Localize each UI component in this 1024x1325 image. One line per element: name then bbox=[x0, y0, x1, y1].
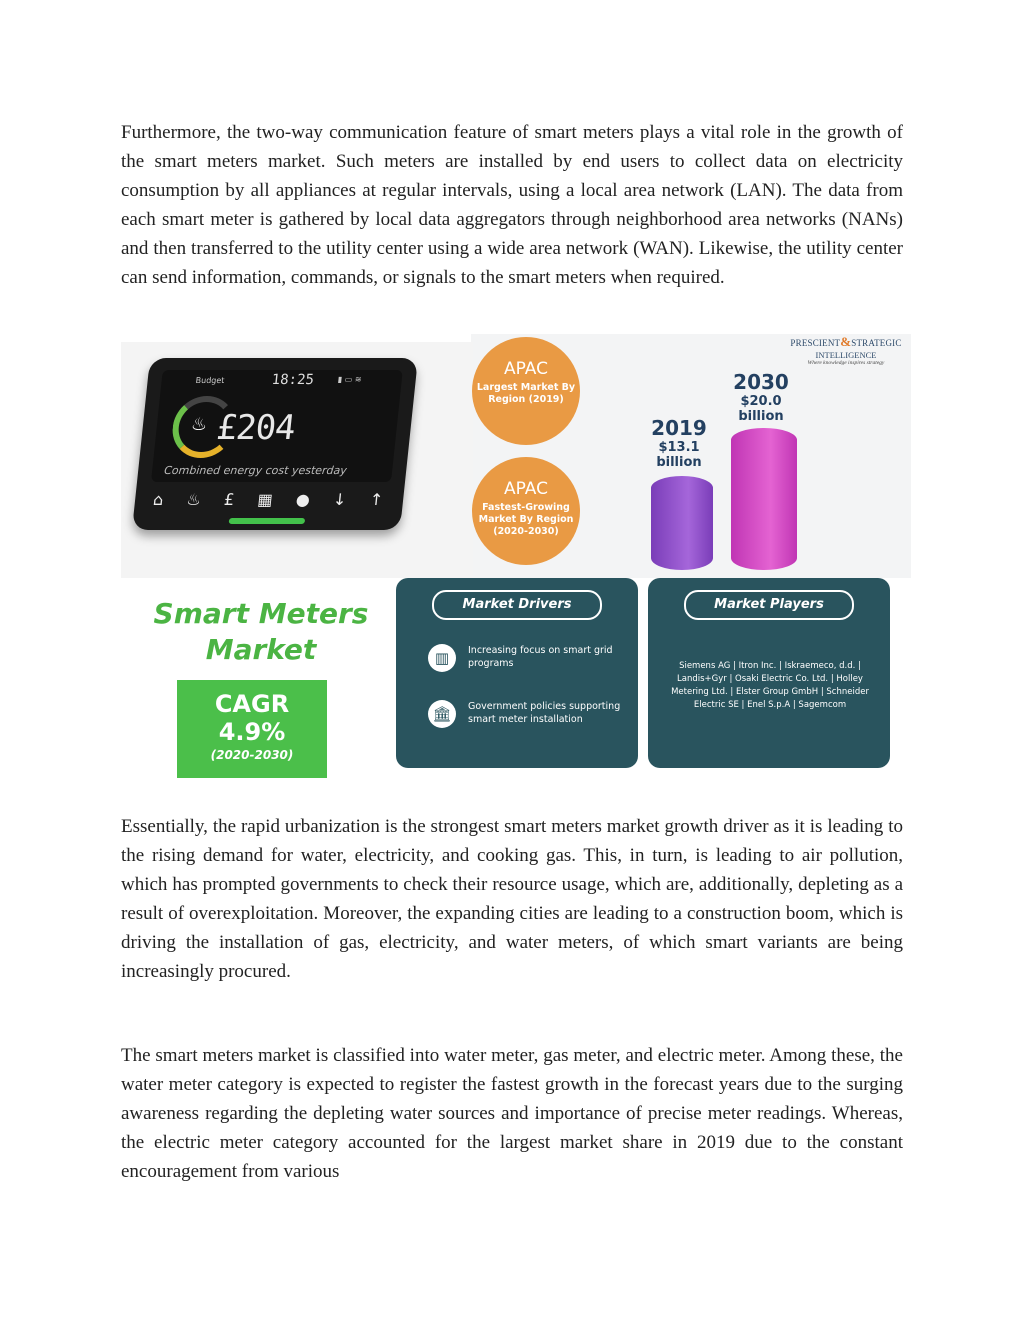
value-label: $20.0 bbox=[740, 394, 782, 409]
smart-meter-photo bbox=[121, 342, 473, 578]
apac-fastest-circle bbox=[472, 457, 580, 565]
circle-subtitle: Fastest-Growing Market By Region (2020-2030) bbox=[478, 502, 574, 537]
year-label: 2030 bbox=[733, 370, 789, 394]
flame-icon: ♨ bbox=[185, 490, 202, 509]
device-caption: Combined energy cost yesterday bbox=[163, 464, 348, 477]
paragraph-urbanization: Essentially, the rapid urbanization is the strongest smart meters market growth driver as it is leading to the rising demand for water, electricity, and cooking gas. This, in turn, is leading to air pollution, which has prompted governments to check their resource usage, which are, additionally, depleting as a result of overexploitation. Moreover, the expanding cities are leading to a construction boom, which is driving the installation of gas, electricity, and water meters, of which smart variants are being increasingly procured. bbox=[121, 816, 903, 982]
logo-line1: PRESCIENT&STRATEGIC bbox=[790, 334, 902, 349]
unit-label: billion bbox=[656, 455, 702, 470]
unit-label: billion bbox=[738, 409, 784, 424]
logo-tagline: Where knowledge inspires strategy bbox=[807, 360, 885, 366]
bar-2019 bbox=[651, 476, 713, 570]
device-budget-label: Budget bbox=[195, 376, 225, 385]
circle-title: APAC bbox=[504, 359, 548, 379]
title-line1: Smart Meters bbox=[153, 597, 369, 630]
ok-icon: ● bbox=[294, 490, 311, 509]
market-players-heading: Market Players bbox=[684, 590, 854, 620]
year-label: 2019 bbox=[651, 416, 707, 440]
pound-icon: £ bbox=[223, 490, 236, 509]
cagr-label: CAGR bbox=[214, 690, 290, 718]
cagr-box bbox=[177, 680, 327, 778]
device-amount: £204 bbox=[214, 408, 297, 448]
market-players-list: Siemens AG | Itron Inc. | Iskraemeco, d.d. | Landis+Gyr | Osaki Electric Co. Ltd. | Holley Metering Ltd. | Elster Group GmbH | Schneider Electric SE | Enel S.p.A | Sagemcom bbox=[671, 661, 869, 710]
status-icons: ▮ ▭ ≋ bbox=[337, 375, 363, 384]
device-screen bbox=[151, 370, 403, 482]
smart-meter-device bbox=[132, 358, 418, 530]
device-buttons bbox=[152, 490, 384, 509]
cagr-period: (2020-2030) bbox=[210, 748, 294, 762]
flame-icon: ♨ bbox=[189, 414, 209, 435]
infographic-title bbox=[141, 596, 381, 668]
circle-title: APAC bbox=[504, 479, 548, 499]
arrow-down-icon: ↓ bbox=[332, 490, 348, 509]
label-2030 bbox=[723, 370, 799, 424]
home-icon: ⌂ bbox=[152, 490, 165, 509]
company-logo bbox=[789, 334, 903, 366]
value-label: $13.1 bbox=[658, 440, 700, 455]
bar-2030 bbox=[731, 428, 797, 570]
driver-text: Government policies supporting smart meter installation bbox=[468, 701, 621, 725]
calendar-icon: ▦ bbox=[256, 490, 274, 509]
circle-subtitle: Largest Market By Region (2019) bbox=[476, 382, 576, 405]
cagr-value: 4.9% bbox=[218, 718, 286, 746]
label-2019 bbox=[643, 416, 715, 470]
apac-largest-circle bbox=[472, 337, 580, 445]
title-line2: Market bbox=[205, 633, 317, 666]
paragraph-classification: The smart meters market is classified into water meter, gas meter, and electric meter. Among these, the water meter category is expected to register the fastest growth in the forecast years due to the surging awareness regarding the depleting water sources and importance of precise meter readings. Whereas, the electric meter category accounted for the largest market share in 2019 due to the constant encouragement from various bbox=[121, 1045, 903, 1182]
government-building-icon: 🏛 bbox=[428, 700, 456, 728]
market-drivers-panel bbox=[396, 578, 638, 768]
market-players-panel bbox=[648, 578, 890, 768]
market-drivers-heading: Market Drivers bbox=[432, 590, 602, 620]
smart-meters-infographic bbox=[121, 334, 911, 780]
logo-line2: INTELLIGENCE bbox=[815, 350, 877, 360]
device-time: 18:25 bbox=[270, 372, 315, 388]
paragraph-intro: Furthermore, the two-way communication feature of smart meters plays a vital role in the growth of the smart meters market. Such meters are installed by end users to collect data on electricity consumption by all appliances at regular intervals, using a local area network (LAN). The data from each smart meter is gathered by local data aggregators through neighborhood area networks (NANs) and then transferred to the utility center using a wide area network (WAN). Likewise, the utility center can send information, commands, or signals to the smart meters when required. bbox=[121, 122, 903, 288]
driver-text: Increasing focus on smart grid programs bbox=[468, 645, 613, 669]
arrow-up-icon: ↑ bbox=[368, 490, 385, 509]
bar-chart-icon: ▥ bbox=[428, 644, 456, 672]
device-light-bar bbox=[229, 518, 306, 524]
